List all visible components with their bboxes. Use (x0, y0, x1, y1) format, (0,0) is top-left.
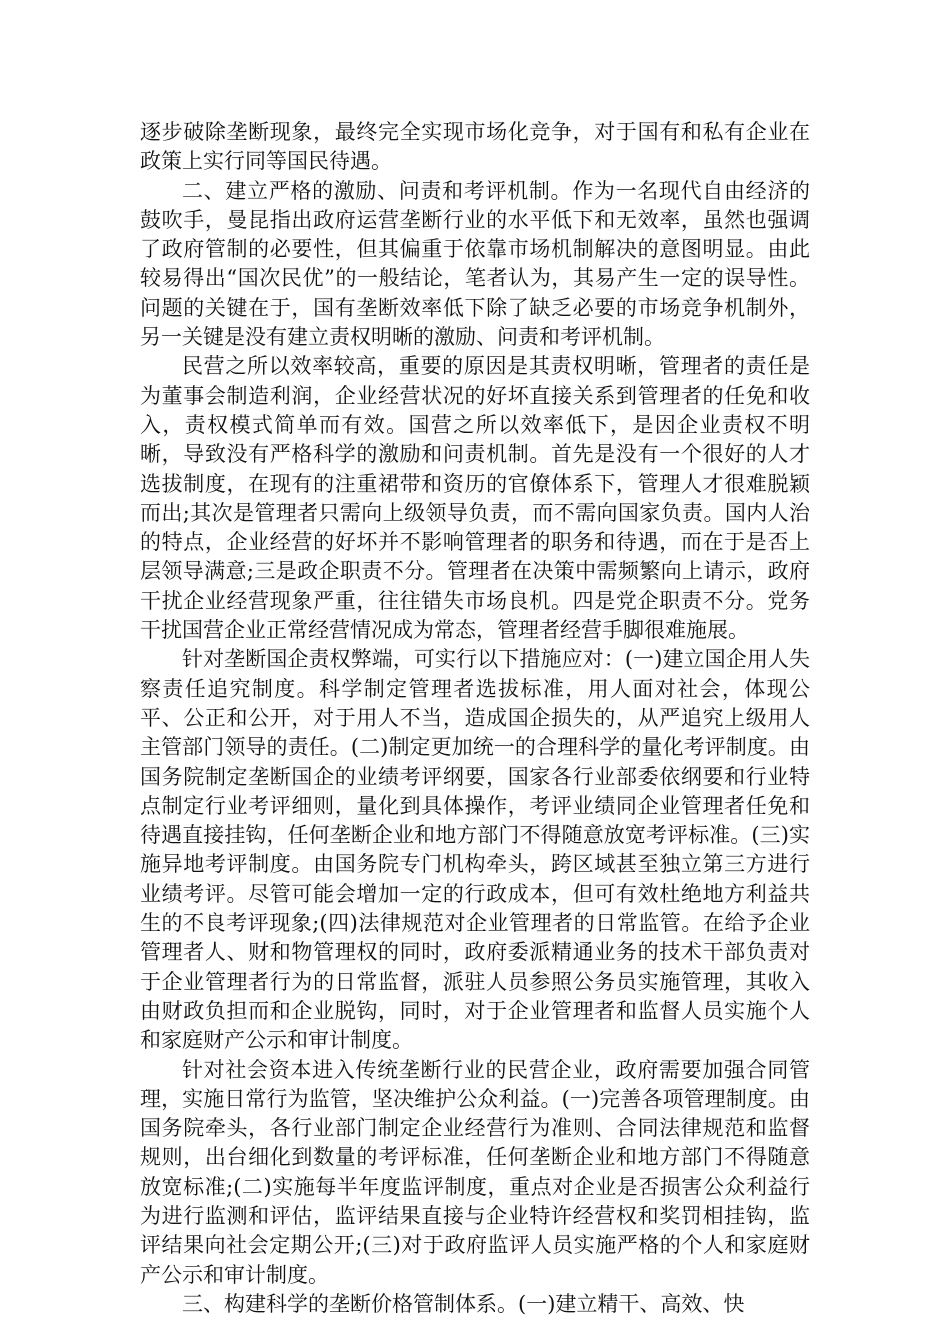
paragraph-continuation: 逐步破除垄断现象，最终完全实现市场化竞争，对于国有和私有企业在政策上实行同等国民待遇。 (140, 120, 810, 174)
document-page (140, 118, 810, 1319)
paragraph-private-efficiency: 民营之所以效率较高，重要的原因是其责权明晰，管理者的责任是为董事会制造利润，企业经营状况的好坏直接关系到管理者的任免和收入，责权模式简单而有效。国营之所以效率低下，是因企业责权不明晰，导致没有严格科学的激励和问责机制。首先是没有一个很好的人才选拔制度，在现有的注重裙带和资历的官僚体系下，管理人才很难脱颖而出;其次是管理者只需向上级领导负责，而不需向国家负责。国内人治的特点，企业经营的好坏并不影响管理者的职务和待遇，而在于是否上层领导满意;三是政企职责不分。管理者在决策中需频繁向上请示，政府干扰企业经营现象严重，往往错失市场良机。四是党企职责不分。党务干扰国营企业正常经营情况成为常态，管理者经营手脚很难施展。 (140, 354, 810, 643)
paragraph-private-supervision: 针对社会资本进入传统垄断行业的民营企业，政府需要加强合同管理，实施日常行为监管，坚决维护公众利益。(一)完善各项管理制度。由国务院牵头，各行业部门制定企业经营行为准则、合同法律规范和监督规则，出台细化到数量的考评标准，任何垄断企业和地方部门不得随意放宽标准;(二)实施每半年度监评制度，重点对企业是否损害公众利益行为进行监测和评估，监评结果直接与企业特许经营权和奖罚相挂钩，监评结果向社会定期公开;(三)对于政府监评人员实施严格的个人和家庭财产公示和审计制度。 (140, 1057, 810, 1287)
paragraph-soe-measures: 针对垄断国企责权弊端，可实行以下措施应对：(一)建立国企用人失察责任追究制度。科学制定管理者选拔标准，用人面对社会，体现公平、公正和公开，对于用人不当，造成国企损失的，从严追究上级用人主管部门领导的责任。(二)制定更加统一的合理科学的量化考评制度。由国务院制定垄断国企的业绩考评纲要，国家各行业部委依纲要和行业特点制定行业考评细则，量化到具体操作，考评业绩同企业管理者任免和待遇直接挂钩，任何垄断企业和地方部门不得随意放宽考评标准。(三)实施异地考评制度。由国务院专门机构牵头，跨区域甚至独立第三方进行业绩考评。尽管可能会增加一定的行政成本，但可有效杜绝地方利益共生的不良考评现象;(四)法律规范对企业管理者的日常监管。在给予企业管理者人、财和物管理权的同时，政府委派精通业务的技术干部负责对于企业管理者行为的日常监督，派驻人员参照公务员实施管理，其收入由财政负担而和企业脱钩，同时，对于企业管理者和监督人员实施个人和家庭财产公示和审计制度。 (140, 647, 810, 1053)
paragraph-price-regulation: 三、构建科学的垄断价格管制体系。(一)建立精干、高效、快 (182, 1291, 745, 1316)
paragraph-incentive-mechanism: 二、建立严格的激励、问责和考评机制。作为一名现代自由经济的鼓吹手，曼昆指出政府运营垄断行业的水平低下和无效率，虽然也强调了政府管制的必要性，但其偏重于依靠市场机制解决的意图明显。由此较易得出“国次民优”的一般结论，笔者认为，其易产生一定的误导性。问题的关键在于，国有垄断效率低下除了缺乏必要的市场竞争机制外，另一关键是没有建立责权明晰的激励、问责和考评机制。 (140, 178, 810, 350)
